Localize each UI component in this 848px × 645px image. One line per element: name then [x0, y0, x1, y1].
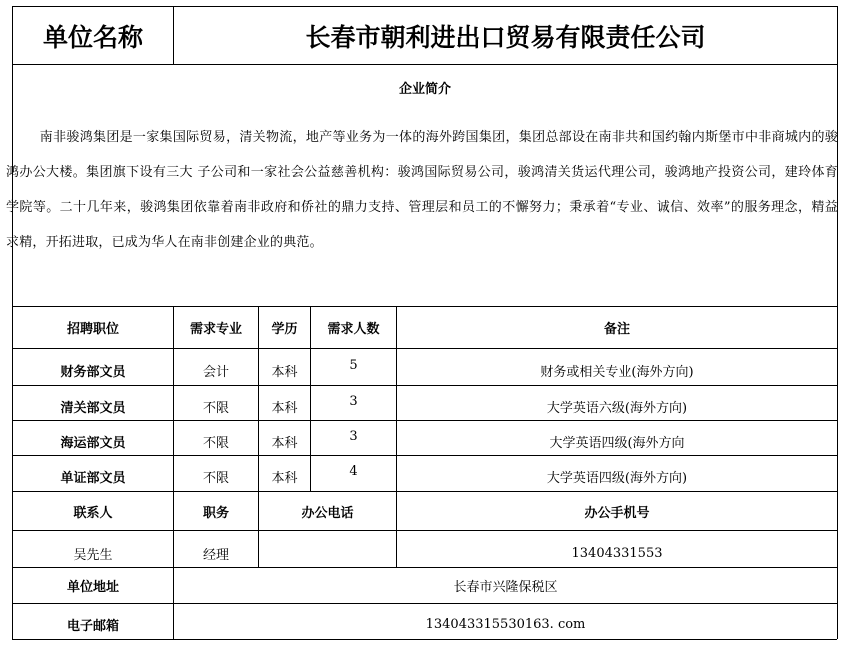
email-value: 134043315530163. com: [425, 617, 586, 632]
job-degree: 本科: [271, 364, 298, 380]
job-count: 5: [349, 357, 358, 373]
header-note: 备注: [603, 322, 630, 337]
header-contact-title: 职务: [202, 505, 229, 521]
header-count: 需求人数: [327, 322, 380, 337]
job-degree: 本科: [271, 400, 298, 416]
job-position: 海运部文员: [60, 435, 126, 451]
job-position: 单证部文员: [60, 471, 126, 486]
contact-name: 吴先生: [73, 547, 113, 563]
intro-title: 企业简介: [398, 81, 451, 97]
job-note: 大学英语四级(海外方向): [546, 471, 688, 486]
header-major: 需求专业: [189, 322, 242, 337]
email-label: 电子邮箱: [66, 619, 119, 634]
job-major: 不限: [202, 400, 229, 416]
header-degree: 学历: [271, 322, 298, 337]
header-mobile: 办公手机号: [584, 505, 650, 521]
unit-name-label: 单位名称: [42, 22, 143, 52]
address-label: 单位地址: [66, 580, 119, 595]
job-count: 3: [349, 393, 358, 409]
job-major: 不限: [202, 435, 229, 451]
contact-mobile: 13404331553: [571, 545, 663, 561]
job-major: 会计: [202, 364, 229, 380]
job-count: 3: [349, 428, 358, 444]
job-major: 不限: [202, 471, 229, 486]
job-degree: 本科: [271, 471, 298, 486]
job-degree: 本科: [271, 435, 298, 451]
contact-office-phone: [259, 531, 396, 567]
header-position: 招聘职位: [66, 322, 119, 337]
grid-line: [12, 639, 837, 640]
job-note: 大学英语六级(海外方向): [546, 400, 688, 416]
company-name: 长春市朝利进出口贸易有限责任公司: [305, 22, 706, 52]
job-count: 4: [349, 464, 358, 479]
address-value: 长春市兴隆保税区: [453, 580, 558, 595]
job-position: 财务部文员: [60, 364, 126, 380]
header-contact-person: 联系人: [73, 505, 113, 521]
contact-title: 经理: [202, 547, 229, 563]
grid-line: [837, 6, 838, 639]
job-note: 大学英语四级(海外方向: [549, 435, 685, 451]
job-position: 清关部文员: [60, 400, 126, 416]
intro-body: 南非骏鸿集团是一家集国际贸易，清关物流，地产等业务为一体的海外跨国集团，集团总部设在南非共和国约翰内斯堡市中非商城内的骏鸿办公大楼。集团旗下设有三大 子公司和一家社会公益慈善机构：骏鸿国际贸易公司，骏鸿清关货运代理公司，骏鸿地产投资公司，建玲体育学院等。二十几年来，骏鸿集团依靠着南非政府和侨社的鼎力支持、管理层和员工的不懈努力；秉承着“专业、诚信、效率”的服务理念，精益求精，开拓进取，已成为华人在南非创建企业的典范。: [6, 130, 838, 250]
job-note: 财务或相关专业(海外方向): [540, 364, 694, 380]
grid-line: [12, 64, 837, 65]
header-office-phone: 办公电话: [301, 505, 354, 521]
